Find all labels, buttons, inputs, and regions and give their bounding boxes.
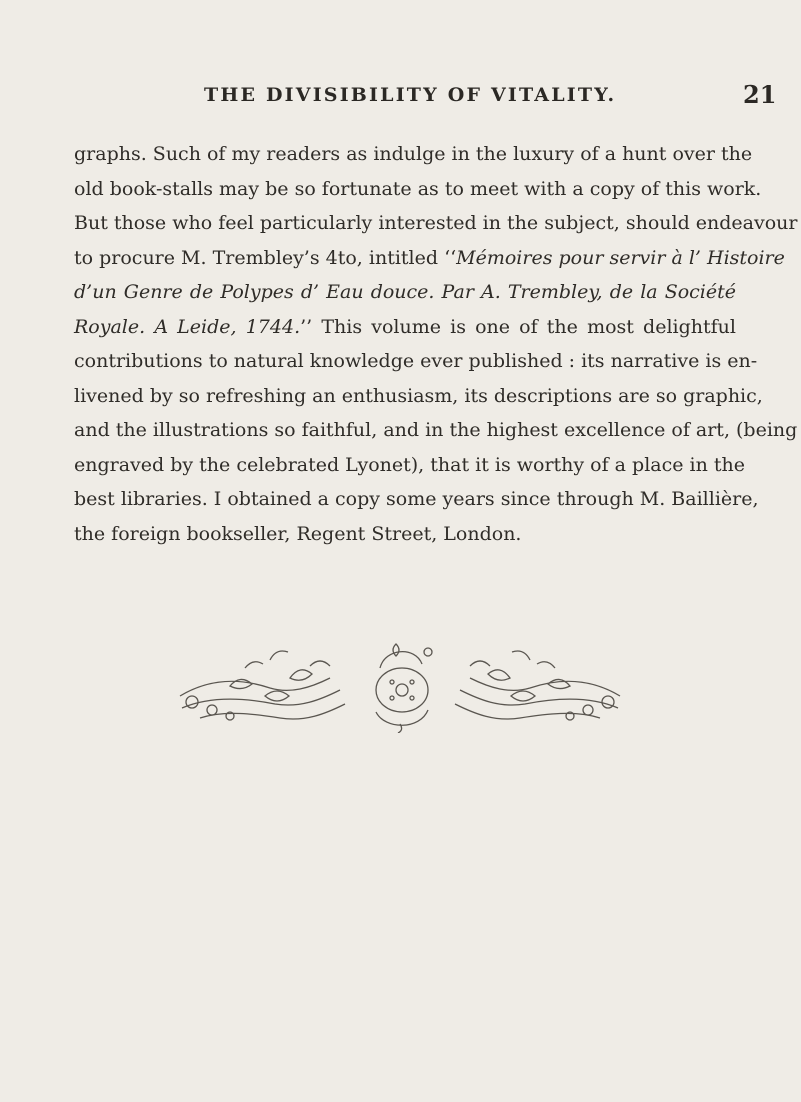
text-line bbox=[74, 241, 785, 276]
text-line: engraved by the celebrated Lyonet), that it is worthy of a place in the bbox=[74, 453, 746, 476]
text-line bbox=[74, 275, 736, 310]
book-title-italic: Royale. A Leide, 1744. bbox=[74, 315, 301, 338]
text-line: contributions to natural knowledge ever published : its narrative is en- bbox=[74, 350, 758, 372]
text-line: graphs. Such of my readers as indulge in the luxury of a hunt over the bbox=[74, 143, 753, 165]
book-title-italic: Mémoires pour servir à l’ Histoire bbox=[456, 246, 785, 269]
page-number: 21 bbox=[743, 80, 777, 109]
text-segment: to procure M. Trembley’s 4to, intitled ‘‘ bbox=[74, 246, 457, 269]
text-line bbox=[74, 310, 736, 345]
text-line: best libraries. I obtained a copy some years since through M. Baillière, bbox=[74, 488, 759, 510]
running-head bbox=[0, 80, 801, 114]
text-segment: ’’ This volume is one of the most delightful bbox=[300, 315, 736, 338]
body-paragraph bbox=[74, 137, 798, 551]
book-title-italic: d’un Genre de Polypes d’ Eau douce. Par A. Trembley, de la Société bbox=[74, 281, 736, 303]
text-line: livened by so refreshing an enthusiasm, its descriptions are so graphic, bbox=[74, 384, 763, 407]
tailpiece-ornament-icon bbox=[170, 638, 630, 733]
text-line: old book-stalls may be so fortunate as to meet with a copy of this work. bbox=[74, 177, 762, 200]
text-line: and the illustrations so faithful, and in the highest excellence of art, (being bbox=[74, 419, 798, 441]
text-line: the foreign bookseller, Regent Street, London. bbox=[74, 522, 522, 545]
running-title: THE DIVISIBILITY OF VITALITY. bbox=[204, 84, 617, 106]
text-line: But those who feel particularly interested in the subject, should endeavour bbox=[74, 212, 798, 234]
